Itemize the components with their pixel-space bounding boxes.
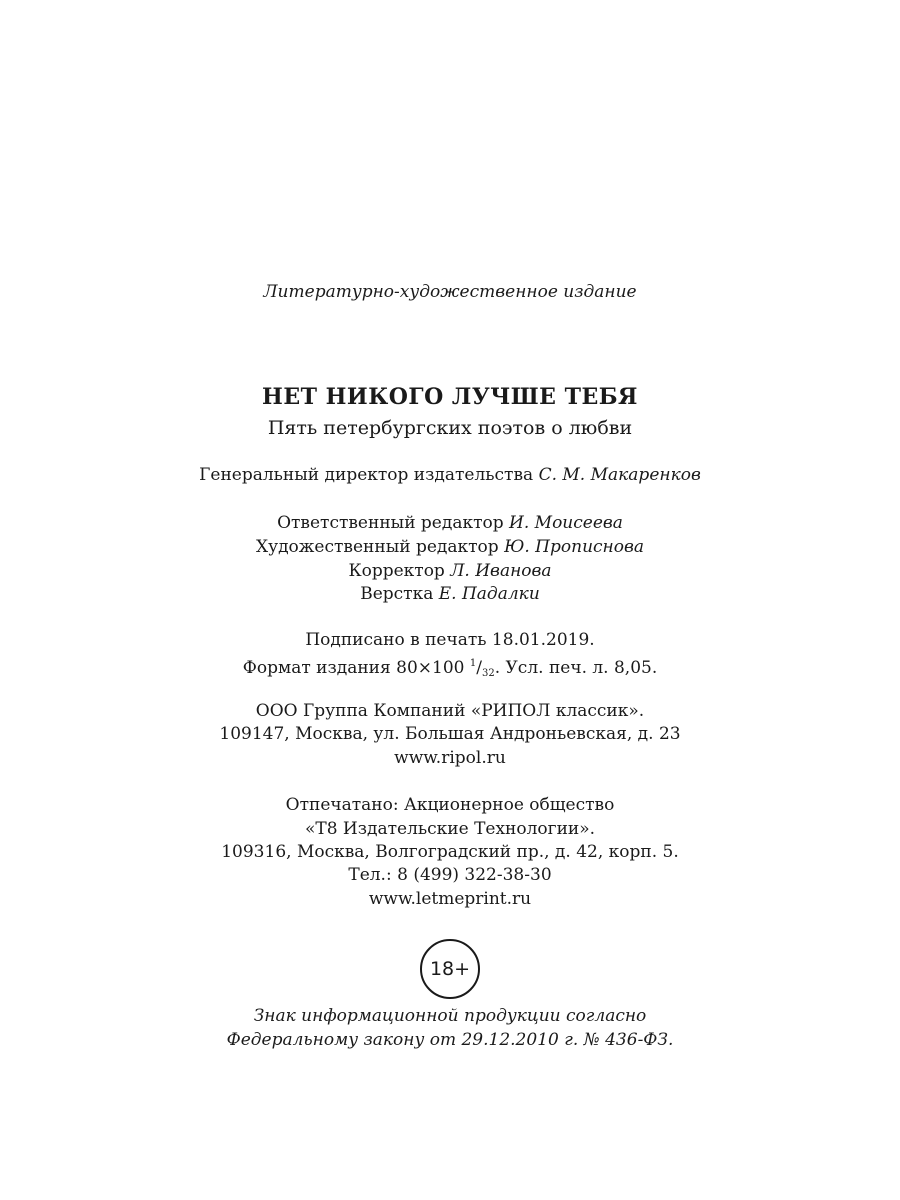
staff-role: Корректор: [348, 561, 445, 581]
legal-notice-line2: Федеральному закону от 29.12.2010 г. № 436-ФЗ.: [226, 1030, 674, 1050]
director-name: С. М. Макаренков: [538, 465, 701, 485]
printer-phone: Тел.: 8 (499) 322-38-30: [348, 865, 552, 885]
staff-name: И. Моисеева: [509, 513, 623, 533]
publisher-name: ООО Группа Компаний «РИПОЛ классик».: [255, 701, 645, 721]
staff-name: Л. Иванова: [450, 561, 552, 581]
printer-line1: Отпечатано: Акционерное общество: [285, 795, 615, 815]
legal-notice-line1: Знак информационной продукции согласно: [253, 1006, 647, 1026]
staff-line-editor: [0, 511, 900, 535]
staff-role: Ответственный редактор: [277, 513, 504, 533]
book-title: НЕТ НИКОГО ЛУЧШЕ ТЕБЯ: [262, 384, 638, 410]
format-fraction-denominator: 32: [481, 668, 495, 679]
publisher-website: www.ripol.ru: [394, 748, 506, 768]
staff-name: Ю. Прописнова: [504, 537, 644, 557]
staff-line-art-editor: [0, 535, 900, 559]
format-line: [0, 652, 900, 686]
book-subtitle: Пять петербургских поэтов о любви: [267, 417, 633, 439]
publisher-address: 109147, Москва, ул. Большая Андроньевская, д. 23: [219, 724, 681, 744]
format-fraction-separator: /: [476, 658, 482, 678]
printer-line2: «Т8 Издательские Технологии».: [304, 819, 596, 839]
format-suffix: . Усл. печ. л. 8,05.: [494, 658, 658, 678]
director-role: Генеральный директор издательства: [199, 465, 534, 485]
edition-type: Литературно-художественное издание: [263, 282, 637, 302]
staff-line-proofreader: [0, 559, 900, 583]
staff-line-layout: [0, 582, 900, 606]
printer-address: 109316, Москва, Волгоградский пр., д. 42, корп. 5.: [221, 842, 679, 862]
staff-role: Художественный редактор: [255, 537, 499, 557]
staff-name: Е. Падалки: [438, 584, 540, 604]
age-rating-badge: [420, 939, 480, 999]
signed-to-print: Подписано в печать 18.01.2019.: [305, 630, 595, 650]
age-rating-text: 18+: [429, 958, 471, 980]
format-fraction-numerator: 1: [469, 658, 477, 669]
director-line: [0, 463, 900, 487]
staff-role: Верстка: [360, 584, 434, 604]
format-prefix: Формат издания 80×100: [242, 658, 470, 678]
printer-website: www.letmeprint.ru: [368, 889, 532, 909]
